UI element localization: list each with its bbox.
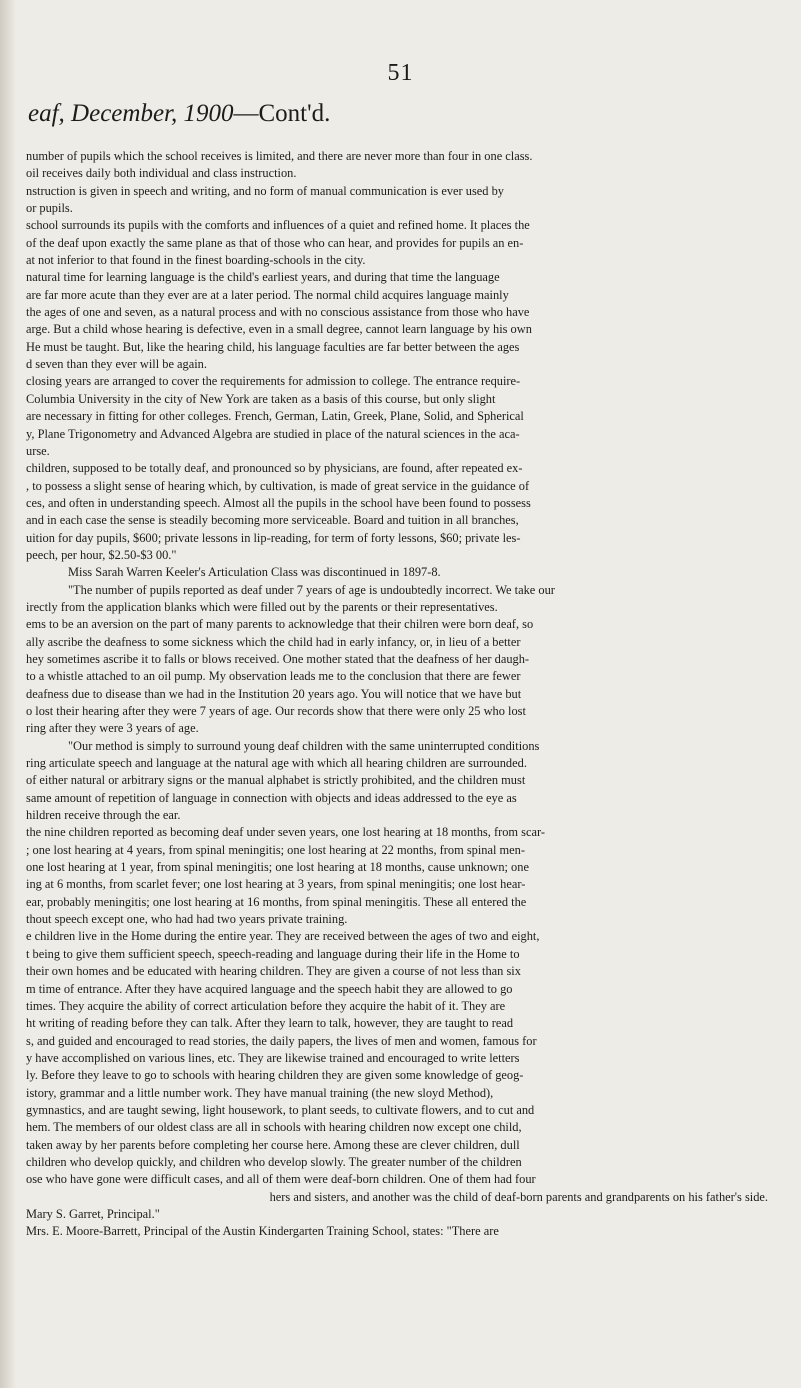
text-line: ces, and often in understanding speech. Almost all the pupils in the school have been found to possess xyxy=(26,495,531,510)
text-line: "The number of pupils reported as deaf under 7 years of age is undoubtedly incorrect. We take our xyxy=(68,582,555,597)
text-line: deafness due to disease than we had in the Institution 20 years ago. You will notice that we have but xyxy=(26,686,522,701)
text-line: , to possess a slight sense of hearing which, by cultivation, is made of great service in the guidance of xyxy=(26,478,530,493)
text-line: y, Plane Trigonometry and Advanced Algebra are studied in place of the natural sciences in the aca- xyxy=(26,426,520,441)
text-line: ly. Before they leave to go to schools with hearing children they are given some knowledge of geog- xyxy=(26,1068,524,1083)
text-line: ally ascribe the deafness to some sickness which the child had in early infancy, or, in lieu of a better xyxy=(26,634,521,649)
text-line: ring articulate speech and language at the natural age with which all hearing children are surrounded. xyxy=(26,756,527,771)
running-head xyxy=(28,100,330,128)
text-line: children, supposed to be totally deaf, and pronounced so by physicians, are found, after repeated ex- xyxy=(26,461,523,476)
running-head-continued: —Cont'd. xyxy=(233,100,331,127)
text-line: ring after they were 3 years of age. xyxy=(26,721,199,736)
text-line: irectly from the application blanks which were filled out by the parents or their representatives. xyxy=(26,599,498,614)
text-line: s, and guided and encouraged to read stories, the daily papers, the lives of men and women, famous for xyxy=(26,1033,537,1048)
text-line: number of pupils which the school receives is limited, and there are never more than four in one class. xyxy=(26,149,533,163)
text-line: Miss Sarah Warren Keeler's Articulation Class was discontinued in 1897-8. xyxy=(68,565,441,580)
text-line: their own homes and be educated with hearing children. They are given a course of not less than six xyxy=(26,964,521,979)
text-line: are necessary in fitting for other colleges. French, German, Latin, Greek, Plane, Solid, and Spherical xyxy=(26,409,524,424)
text-line: He must be taught. But, like the hearing child, his language faculties are far better between the ages xyxy=(26,339,520,354)
text-line: thout speech except one, who had had two years private training. xyxy=(26,912,348,927)
text-line: closing years are arranged to cover the requirements for admission to college. The entrance require- xyxy=(26,374,521,389)
text-line: one lost hearing at 1 year, from spinal meningitis; one lost hearing at 18 months, cause unknown; one xyxy=(26,860,529,875)
text-line: peech, per hour, $2.50-$3 00." xyxy=(26,547,177,562)
text-line: and in each case the sense is steadily becoming more serviceable. Board and tuition in all branches, xyxy=(26,513,519,528)
running-head-title: eaf, December, 1900 xyxy=(28,100,234,127)
text-line: arge. But a child whose hearing is defective, even in a small degree, cannot learn language by his own xyxy=(26,322,532,337)
text-line: school surrounds its pupils with the comforts and influences of a quiet and refined home. It places the xyxy=(26,218,530,233)
text-line: hildren receive through the ear. xyxy=(26,808,181,823)
page-binding-shadow xyxy=(0,0,16,1388)
text-line: gymnastics, and are taught sewing, light housework, to plant seeds, to cultivate flowers, and to cut and xyxy=(26,1102,535,1117)
text-line: times. They acquire the ability of correct articulation before they acquire the habit of it. They are xyxy=(26,998,506,1013)
text-line: ose who have gone were difficult cases, and all of them were deaf-born children. One of them had four xyxy=(26,1172,536,1187)
text-line: taken away by her parents before completing her course here. Among these are clever children, dull xyxy=(26,1137,520,1152)
text-line: children who develop quickly, and children who develop slowly. The greater number of the children xyxy=(26,1154,522,1169)
text-line: hers and sisters, and another was the child of deaf-born parents and grandparents on his father's side. xyxy=(269,1189,768,1204)
text-line: ; one lost hearing at 4 years, from spinal meningitis; one lost hearing at 22 months, from spinal men- xyxy=(26,842,525,857)
text-line: Mary S. Garret, Principal." xyxy=(26,1206,160,1221)
text-line: e children live in the Home during the entire year. They are received between the ages of two and eight, xyxy=(26,929,540,944)
text-line: ht writing of reading before they can talk. After they learn to talk, however, they are taught to read xyxy=(26,1016,514,1031)
text-line: at not inferior to that found in the finest boarding-schools in the city. xyxy=(26,253,366,268)
text-line: natural time for learning language is the child's earliest years, and during that time the language xyxy=(26,270,500,285)
text-line: d seven than they ever will be again. xyxy=(26,357,207,372)
text-line: same amount of repetition of language in connection with objects and ideas addressed to the eye as xyxy=(26,790,517,805)
text-line: istory, grammar and a little number work. They have manual training (the new sloyd Method), xyxy=(26,1085,494,1100)
text-line: nstruction is given in speech and writing, and no form of manual communication is ever used by xyxy=(26,183,504,198)
text-line: ems to be an aversion on the part of many parents to acknowledge that their chilren were born deaf, so xyxy=(26,617,534,632)
text-line: urse. xyxy=(26,443,50,458)
text-line: ing at 6 months, from scarlet fever; one lost hearing at 3 years, from spinal meningitis; one lost hear- xyxy=(26,877,526,892)
text-line: or pupils. xyxy=(26,201,73,216)
text-line: hey sometimes ascribe it to falls or blows received. One mother stated that the deafness of her daugh- xyxy=(26,651,530,666)
text-line: uition for day pupils, $600; private lessons in lip-reading, for term of forty lessons, $60; private les- xyxy=(26,530,521,545)
text-line: oil receives daily both individual and class instruction. xyxy=(26,166,297,181)
text-line: o lost their hearing after they were 7 years of age. Our records show that there were only 25 who lost xyxy=(26,704,526,718)
text-line: Mrs. E. Moore-Barrett, Principal of the Austin Kindergarten Training School, states: "There are xyxy=(26,1224,499,1239)
text-line: t being to give them sufficient speech, speech-reading and language during their life in the Home to xyxy=(26,946,520,961)
text-line: m time of entrance. After they have acquired language and the speech habit they are allowed to go xyxy=(26,981,513,996)
text-line: the nine children reported as becoming deaf under seven years, one lost hearing at 18 months, from scar- xyxy=(26,825,545,840)
text-line: the ages of one and seven, as a natural process and with no conscious assistance from those who have xyxy=(26,305,530,320)
text-line: y have accomplished on various lines, etc. They are likewise trained and encouraged to write letters xyxy=(26,1050,520,1065)
page-number: 51 xyxy=(387,60,414,86)
text-line: are far more acute than they ever are at a later period. The normal child acquires language mainly xyxy=(26,287,509,302)
text-line: hem. The members of our oldest class are all in schools with hearing children now except one child, xyxy=(26,1120,522,1135)
text-line: ear, probably meningitis; one lost hearing at 16 months, from spinal meningitis. These all entered the xyxy=(26,894,527,909)
body-text xyxy=(26,148,778,1241)
text-line: of either natural or arbitrary signs or the manual alphabet is strictly prohibited, and the children must xyxy=(26,773,526,788)
text-line: Columbia University in the city of New York are taken as a basis of this course, but only slight xyxy=(26,391,496,406)
text-line: of the deaf upon exactly the same plane as that of those who can hear, and provides for pupils an en- xyxy=(26,235,524,250)
text-line: "Our method is simply to surround young deaf children with the same uninterrupted conditions xyxy=(68,738,540,753)
text-line: to a whistle attached to an oil pump. My observation leads me to the conclusion that there are fewer xyxy=(26,669,521,684)
